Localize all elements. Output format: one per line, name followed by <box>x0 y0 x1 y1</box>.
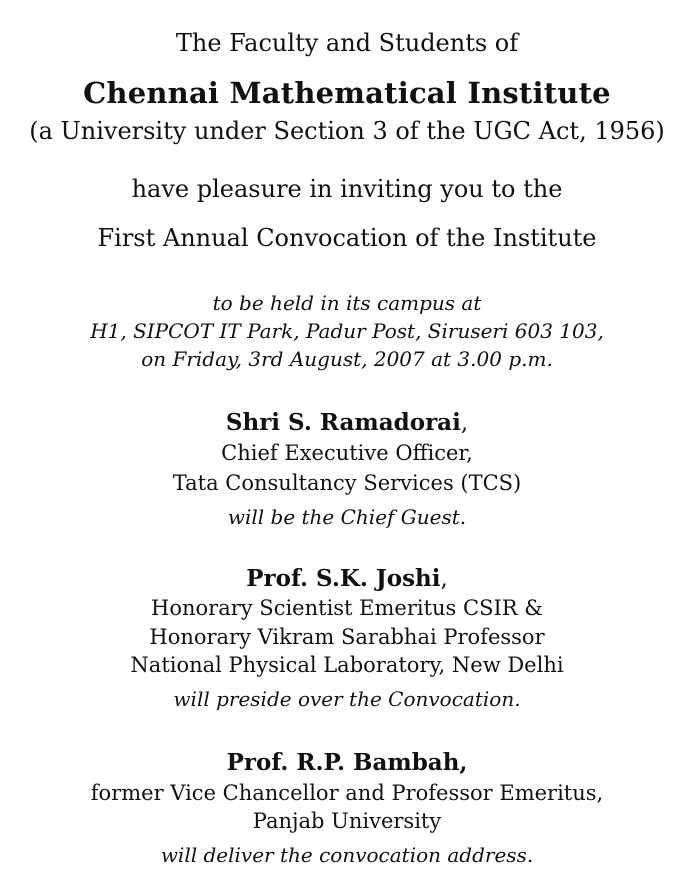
president-name-text: Prof. S.K. Joshi <box>246 565 441 592</box>
chief-guest-role: will be the Chief Guest. <box>227 505 467 529</box>
speaker-name-text: Prof. R.P. Bambah, <box>226 749 468 776</box>
president-designation-1: Honorary Scientist Emeritus CSIR & <box>151 596 543 620</box>
speaker-organization: Panjab University <box>252 809 442 833</box>
chief-guest-organization: Tata Consultancy Services (TCS) <box>172 471 522 495</box>
institute-name: Chennai Mathematical Institute <box>83 76 611 110</box>
speaker-role: will deliver the convocation address. <box>160 843 534 867</box>
chief-guest-name-text: Shri S. Ramadorai <box>225 409 461 436</box>
venue-address: H1, SIPCOT IT Park, Padur Post, Siruseri 603 103, <box>90 319 604 343</box>
president-name <box>0 567 694 591</box>
event-date-time: on Friday, 3rd August, 2007 at 3.00 p.m. <box>141 347 553 371</box>
intro-text: The Faculty and Students of <box>175 29 519 57</box>
chief-guest-name <box>0 411 694 435</box>
chief-guest-designation: Chief Executive Officer, <box>221 441 473 465</box>
event-title: First Annual Convocation of the Institute <box>97 224 597 252</box>
invitation-text: have pleasure in inviting you to the <box>131 175 563 203</box>
president-designation-2: Honorary Vikram Sarabhai Professor <box>149 625 545 649</box>
president-role: will preside over the Convocation. <box>173 687 521 711</box>
president-name-suffix: , <box>440 566 448 592</box>
chief-guest-name-suffix: , <box>460 410 469 436</box>
president-organization: National Physical Laboratory, New Delhi <box>130 653 564 677</box>
speaker-designation: former Vice Chancellor and Professor Emeritus, <box>90 781 604 805</box>
venue-intro: to be held in its campus at <box>212 291 482 315</box>
speaker-name <box>0 751 694 775</box>
institute-subtitle: (a University under Section 3 of the UGC Act, 1956) <box>29 117 665 145</box>
